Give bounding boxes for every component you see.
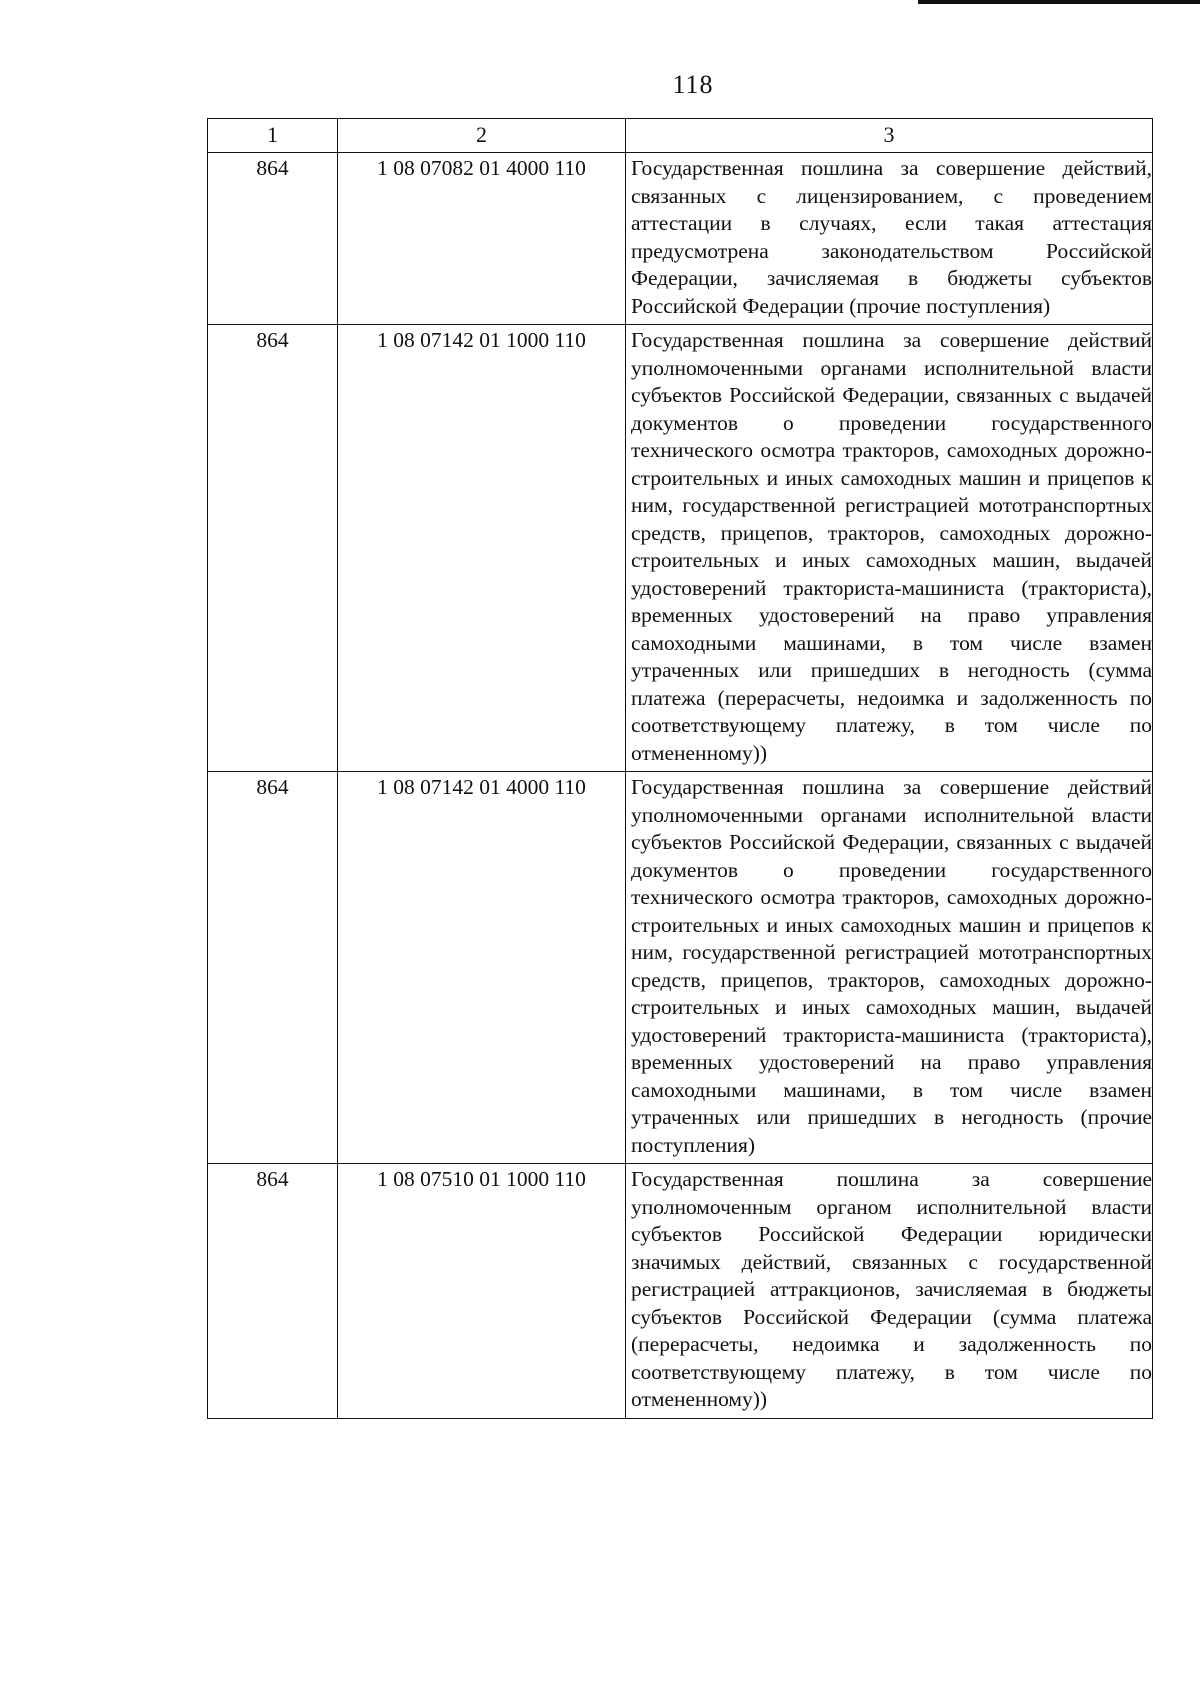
- admin-code-cell: 864: [208, 153, 338, 325]
- table-row: [208, 772, 1153, 1164]
- column-header-1: 1: [208, 119, 338, 153]
- table-row: [208, 325, 1153, 772]
- column-header-2: 2: [338, 119, 626, 153]
- table-header-row: [208, 119, 1153, 153]
- page-number: 118: [672, 70, 714, 99]
- admin-code-cell: 864: [208, 1164, 338, 1419]
- description-cell: Государственная пошлина за совершение действий уполномоченными органами исполнительной власти субъектов Российской Федерации, связанных с выдачей документов о проведении государственного технического осмотра тракторов, самоходных дорожно-строительных и иных самоходных машин и прицепов к ним, государственной регистрацией мототранспортных средств, прицепов, тракторов, самоходных дорожно-строительных и иных самоходных машин, выдачей удостоверений тракториста-машиниста (тракториста), временных удостоверений на право управления самоходными машинами, в том числе взамен утраченных или пришедших в негодность (прочие поступления): [626, 772, 1153, 1164]
- budget-codes-table: [207, 118, 1153, 1419]
- kbk-code-cell: 1 08 07142 01 1000 110: [338, 325, 626, 772]
- admin-code-cell: 864: [208, 772, 338, 1164]
- description-cell: Государственная пошлина за совершение действий, связанных с лицензированием, с проведением аттестации в случаях, если такая аттестация предусмотрена законодательством Российской Федерации, зачисляемая в бюджеты субъектов Российской Федерации (прочие поступления): [626, 153, 1153, 325]
- table-row: [208, 1164, 1153, 1419]
- kbk-code-cell: 1 08 07510 01 1000 110: [338, 1164, 626, 1419]
- top-edge-rule: [918, 0, 1200, 4]
- column-header-3: 3: [626, 119, 1153, 153]
- kbk-code-cell: 1 08 07142 01 4000 110: [338, 772, 626, 1164]
- kbk-code-cell: 1 08 07082 01 4000 110: [338, 153, 626, 325]
- description-cell: Государственная пошлина за совершение уполномоченным органом исполнительной власти субъектов Российской Федерации юридически значимых действий, связанных с государственной регистрацией аттракционов, зачисляемая в бюджеты субъектов Российской Федерации (сумма платежа (перерасчеты, недоимка и задолженность по соответствующему платежу, в том числе по отмененному)): [626, 1164, 1153, 1419]
- admin-code-cell: 864: [208, 325, 338, 772]
- description-cell: Государственная пошлина за совершение действий уполномоченными органами исполнительной власти субъектов Российской Федерации, связанных с выдачей документов о проведении государственного технического осмотра тракторов, самоходных дорожно-строительных и иных самоходных машин и прицепов к ним, государственной регистрацией мототранспортных средств, прицепов, тракторов, самоходных дорожно-строительных и иных самоходных машин, выдачей удостоверений тракториста-машиниста (тракториста), временных удостоверений на право управления самоходными машинами, в том числе взамен утраченных или пришедших в негодность (сумма платежа (перерасчеты, недоимка и задолженность по соответствующему платежу, в том числе по отмененному)): [626, 325, 1153, 772]
- table-row: [208, 153, 1153, 325]
